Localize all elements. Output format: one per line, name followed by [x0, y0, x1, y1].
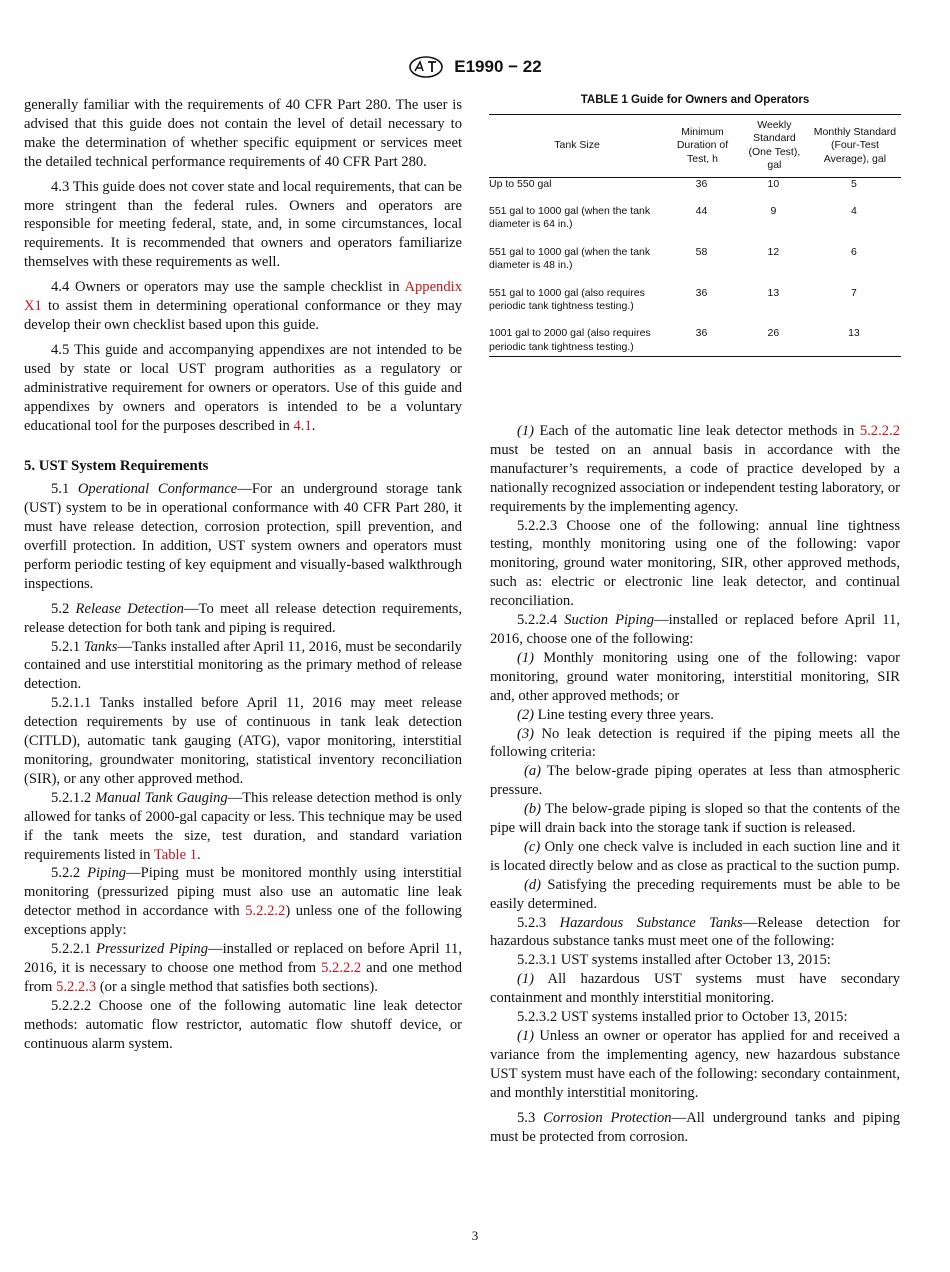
paragraph-line-leak-testing: (1) Each of the automatic line leak detector methods in 5.2.2.2 must be tested on an annual basis in accordance with the manufacturer’s requirements, a code of practice developed by a nationally recognized association or independent testing laboratory, or requirements by the implementing agency. [490, 423, 900, 515]
table-cell: 12 [767, 245, 780, 258]
table-cell: 9 [770, 205, 777, 218]
paragraph-5-2-3: 5.2.3 Hazardous Substance Tanks—Release detection for hazardous substance tanks must meet one of the following: [490, 914, 900, 950]
paragraph-5-3: 5.3 Corrosion Protection—All underground tanks and piping must be protected from corrosion. [490, 1109, 900, 1145]
paragraph-5-2-2-1: 5.2.2.1 Pressurized Piping—installed or replaced on before April 11, 2016, it is necessary to choose one method from 5.2.2.2 and one method from 5.2.2.3 (or a single method that satisfies both sections). [24, 941, 463, 995]
section-5-2-2-2-link[interactable]: 5.2.2.2 [859, 423, 900, 439]
list-item: (a) The below-grade piping operates at less than atmospheric pressure. [490, 763, 900, 799]
table-cell: 58 [695, 245, 708, 258]
list-item: (c) Only one check valve is included in each suction line and it is located directly below and as close as practical to the suction pump. [490, 838, 900, 874]
paragraph-5-2-3-1: 5.2.3.1 UST systems installed after October 13, 2015: [517, 952, 831, 969]
table-row [489, 246, 901, 287]
col-header: Weekly Standard (One Test), gal [748, 119, 801, 172]
col-header: Tank Size [554, 139, 600, 152]
col-header: Minimum Duration of Test, h [676, 125, 729, 165]
section-heading: 5. UST System Requirements [24, 458, 209, 475]
list-item: (b) The below-grade piping is sloped so that the contents of the pipe will drain back into the storage tank if suction is released. [490, 801, 900, 837]
paragraph-5-1: 5.1 Operational Conformance—For an underground storage tank (UST) system to be in operational conformance with 40 CFR Part 280, it must have release detection, corrosion protection, spill prevention, and overfill protection. In addition, UST system owners and operators must perform periodic testing of key equipment and visually-based walkthrough inspections. [24, 481, 463, 592]
table-cell: 36 [695, 177, 708, 190]
section-5-2-2-2-link[interactable]: 5.2.2.2 [245, 903, 286, 920]
table-cell: 26 [767, 327, 780, 340]
table-cell: 44 [695, 205, 708, 218]
table-cell: 10 [767, 177, 780, 190]
section-5-2-2-2-link[interactable]: 5.2.2.2 [321, 959, 362, 976]
table-row [489, 205, 901, 246]
paragraph-5-2-2-4: 5.2.2.4 Suction Piping—installed or replaced before April 11, 2016, choose one of the following: [490, 612, 901, 647]
table-cell: 551 gal to 1000 gal (also requires periodic tank tightness testing.) [489, 286, 645, 313]
document-code: E1990 − 22 [454, 57, 542, 76]
table-cell: 13 [767, 286, 780, 299]
table-row [489, 177, 901, 205]
section-4-1-link[interactable]: 4.1 [293, 417, 312, 434]
list-item: (1) Monthly monitoring using one of the following: vapor monitoring, ground water monitoring, interstitial monitoring, SIR and, other approved methods; or [490, 649, 900, 704]
table-cell: 36 [695, 286, 708, 299]
table-cell: 7 [851, 286, 857, 299]
table-cell: 13 [848, 327, 860, 340]
section-5-2-2-3-link[interactable]: 5.2.2.3 [56, 978, 97, 995]
astm-logo-icon [408, 56, 444, 78]
table-cell: 551 gal to 1000 gal (when the tank diameter is 64 in.) [489, 205, 651, 231]
table-title: TABLE 1 Guide for Owners and Operators [580, 94, 810, 106]
paragraph-5-2-3-2: 5.2.3.2 UST systems installed prior to October 13, 2015: [517, 1009, 848, 1026]
table-header-row [489, 115, 901, 178]
table-1-link[interactable]: Table 1 [153, 846, 197, 863]
paragraph-4-5: 4.5 This guide and accompanying appendixes are not intended to be used by state or local UST program authorities as a regulatory or administrative requirement for owners or operators. Use of this guide and appendixes by owners and operators is intended to be a voluntary educational tool for the purposes described in 4.1. [24, 341, 462, 434]
table-cell: 6 [851, 245, 857, 258]
paragraph-continuation: generally familiar with the requirements of 40 CFR Part 280. The user is advised that this guide does not contain the level of detail necessary to make the determination of whether specific equipment or services meet the detailed technical performance requirements of 40 CFR Part 280. [24, 97, 462, 170]
table-cell: 1001 gal to 2000 gal (also requires periodic tank tightness testing.) [489, 327, 651, 353]
table-cell: 36 [695, 327, 708, 340]
paragraph-5-2: 5.2 Release Detection—To meet all release detection requirements, release detection for both tank and piping is required. [24, 600, 462, 636]
table-row [489, 287, 901, 328]
list-item: (2) Line testing every three years. [517, 706, 714, 723]
list-item: (1) Unless an owner or operator has applied for and received a variance from the implementing agency, new hazardous substance UST system must have each of the following: secondary containment, and monthly interstitial monitoring. [490, 1028, 900, 1101]
page-number: 3 [471, 1228, 479, 1243]
table-cell: 4 [851, 205, 857, 218]
appendix-x1-link[interactable]: Appendix X1 [24, 279, 462, 315]
list-item: (d) Satisfying the preceding requirements must be able to be easily determined. [490, 876, 900, 912]
table-1 [489, 94, 901, 357]
paragraph-5-2-1-2: 5.2.1.2 Manual Tank Gauging—This release detection method is only allowed for tanks of 2000-gal capacity or less. This technique may be used if the tank meets the size, test duration, and standard variation requirements listed in Table 1. [24, 789, 462, 863]
table-cell: 5 [851, 177, 857, 190]
page-header [0, 56, 950, 78]
paragraph-5-2-2-2: 5.2.2.2 Choose one of the following automatic line leak detector methods: automatic flow restrictor, automatic flow shutoff device, or continuous alarm system. [24, 997, 462, 1052]
paragraph-5-2-2: 5.2.2 Piping—Piping must be monitored monthly using interstitial monitoring (pressurized piping must also use an automatic line leak detector method in accordance with 5.2.2.2) unless one of the following exceptions apply: [24, 865, 462, 939]
table-cell: 551 gal to 1000 gal (when the tank diameter is 48 in.) [489, 245, 651, 272]
paragraph-4-4: 4.4 Owners or operators may use the sample checklist in Appendix X1 to assist them in determining operational conformance or they may develop their own checklist based upon this guide. [24, 279, 462, 333]
table-row [489, 327, 901, 356]
list-item: (1) All hazardous UST systems must have secondary containment and monthly interstitial monitoring. [490, 971, 900, 1007]
paragraph-5-2-2-3: 5.2.2.3 Choose one of the following: annual line tightness testing, monthly monitoring using one of the following: vapor monitoring, ground water monitoring, SIR, other approved methods, such as: electric or electronic line leak detector, and continual reconciliation. [490, 517, 900, 610]
paragraph-4-3: 4.3 This guide does not cover state and local requirements, that can be more stringent than the federal rules. Owners and operators are responsible for meeting federal, state, and, in some circumstances, local requirements. It is recommended that owners and operators familiarize themselves with these requirements as well. [24, 178, 462, 271]
guide-table [489, 114, 901, 357]
right-column [490, 422, 900, 1146]
table-cell: Up to 550 gal [489, 177, 552, 190]
list-item: (3) No leak detection is required if the piping meets all the following criteria: [490, 725, 900, 761]
left-column [24, 96, 462, 1054]
col-header: Monthly Standard (Four-Test Average), gal [813, 125, 897, 165]
paragraph-5-2-1: 5.2.1 Tanks—Tanks installed after April 11, 2016, must be secondarily contained and use interstitial monitoring as the primary method of release detection. [24, 638, 462, 693]
paragraph-5-2-1-1: 5.2.1.1 Tanks installed before April 11, 2016 may meet release detection requirements by use of continuous in tank leak detection (CITLD), automatic tank gauging (ATG), vapor monitoring, interstitial monitoring, groundwater monitoring, statistical inventory reconciliation (SIR), or any other approved method. [24, 695, 462, 787]
